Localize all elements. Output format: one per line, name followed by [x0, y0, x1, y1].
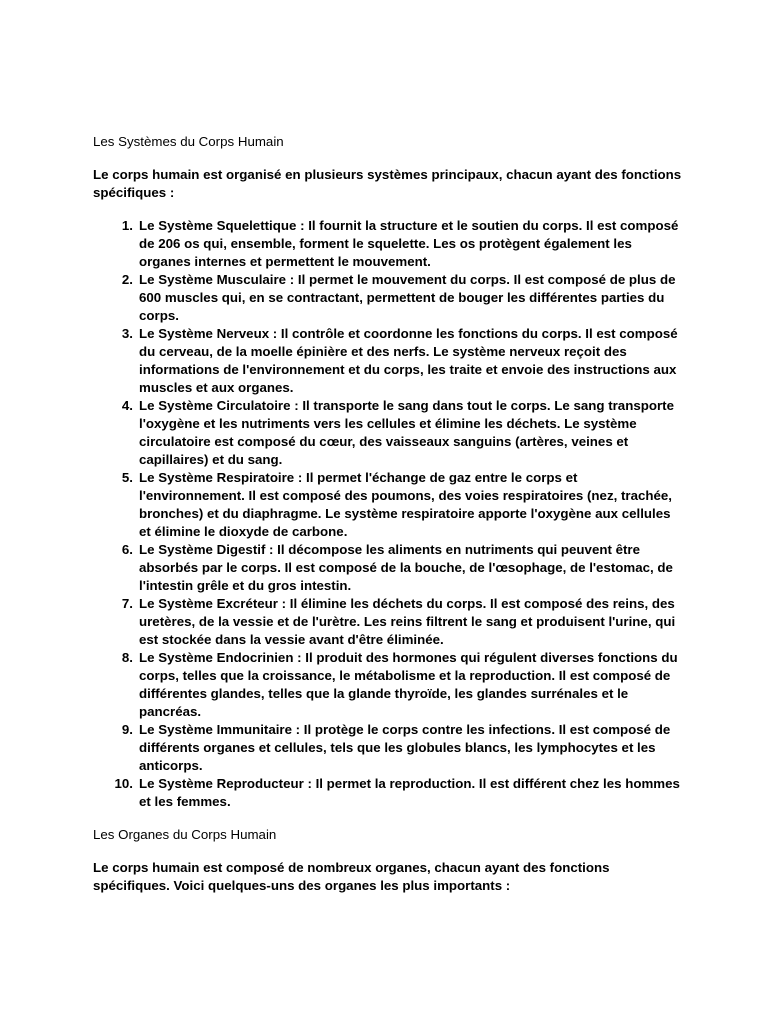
list-item-number: 7. — [121, 596, 133, 611]
list-item — [93, 217, 683, 271]
list-item-text: Le Système Digestif : Il décompose les aliments en nutriments qui peuvent être absorbés par le corps. Il est composé de la bouche, de l'œsophage, de l'estomac, de l'intestin grêle et du gros intestin. — [139, 542, 673, 593]
list-item-text: Le Système Endocrinien : Il produit des hormones qui régulent diverses fonctions du corps, telles que la croissance, le métabolisme et la reproduction. Il est composé de différentes glandes, telles que la glande thyroïde, les glandes surrénales et le pancréas. — [139, 650, 678, 719]
systems-list — [93, 217, 683, 811]
section-title-systems: Les Systèmes du Corps Humain — [93, 134, 284, 149]
list-item — [93, 595, 683, 649]
list-item-text: Le Système Squelettique : Il fournit la structure et le soutien du corps. Il est composé de 206 os qui, ensemble, forment le squelette. Les os protègent également les organes internes et permettent le mouvement. — [139, 218, 679, 269]
list-item-text: Le Système Circulatoire : Il transporte le sang dans tout le corps. Le sang transporte l'oxygène et les nutriments vers les cellules et élimine les déchets. Le système circulatoire est composé du cœur, des vaisseaux sanguins (artères, veines et capillaires) et du sang. — [139, 398, 674, 467]
list-item-text: Le Système Nerveux : Il contrôle et coordonne les fonctions du corps. Il est composé du cerveau, de la moelle épinière et des nerfs. Le système nerveux reçoit des informations de l'environnement et du corps, les traite et envoie des instructions aux muscles et aux organes. — [139, 326, 678, 395]
list-item-number: 6. — [121, 542, 133, 557]
list-item-number: 5. — [121, 470, 133, 485]
list-item — [93, 271, 683, 325]
list-item-number: 9. — [121, 722, 133, 737]
intro-paragraph-organs: Le corps humain est composé de nombreux organes, chacun ayant des fonctions spécifiques. Voici quelques-uns des organes les plus importants : — [93, 860, 610, 893]
list-item-number: 3. — [121, 326, 133, 341]
list-item-text: Le Système Excréteur : Il élimine les déchets du corps. Il est composé des reins, des uretères, de la vessie et de l'urètre. Les reins filtrent le sang et produisent l'urine, qui est stockée dans la vessie avant d'être éliminée. — [139, 596, 676, 647]
list-item-number: 1. — [121, 218, 133, 233]
list-item — [93, 541, 683, 595]
section-title-organs: Les Organes du Corps Humain — [93, 827, 277, 842]
list-item-number: 10. — [114, 776, 133, 791]
intro-paragraph-systems: Le corps humain est organisé en plusieurs systèmes principaux, chacun ayant des fonctions spécifiques : — [93, 167, 682, 200]
list-item — [93, 397, 683, 469]
list-item-text: Le Système Musculaire : Il permet le mouvement du corps. Il est composé de plus de 600 muscles qui, en se contractant, permettent de bouger les différentes parties du corps. — [139, 272, 676, 323]
document-page — [93, 133, 683, 895]
list-item — [93, 325, 683, 397]
list-item-number: 4. — [121, 398, 133, 413]
list-item — [93, 469, 683, 541]
list-item-text: Le Système Reproducteur : Il permet la reproduction. Il est différent chez les hommes et les femmes. — [139, 776, 680, 809]
list-item-text: Le Système Immunitaire : Il protège le corps contre les infections. Il est composé de différents organes et cellules, tels que les globules blancs, les lymphocytes et les anticorps. — [139, 722, 671, 773]
list-item — [93, 775, 683, 811]
list-item — [93, 649, 683, 721]
list-item-number: 8. — [121, 650, 133, 665]
list-item — [93, 721, 683, 775]
list-item-number: 2. — [121, 272, 133, 287]
list-item-text: Le Système Respiratoire : Il permet l'échange de gaz entre le corps et l'environnement. Il est composé des poumons, des voies respiratoires (nez, trachée, bronches) et du diaphragme. Le système respiratoire apporte l'oxygène aux cellules et élimine le dioxyde de carbone. — [139, 470, 672, 539]
